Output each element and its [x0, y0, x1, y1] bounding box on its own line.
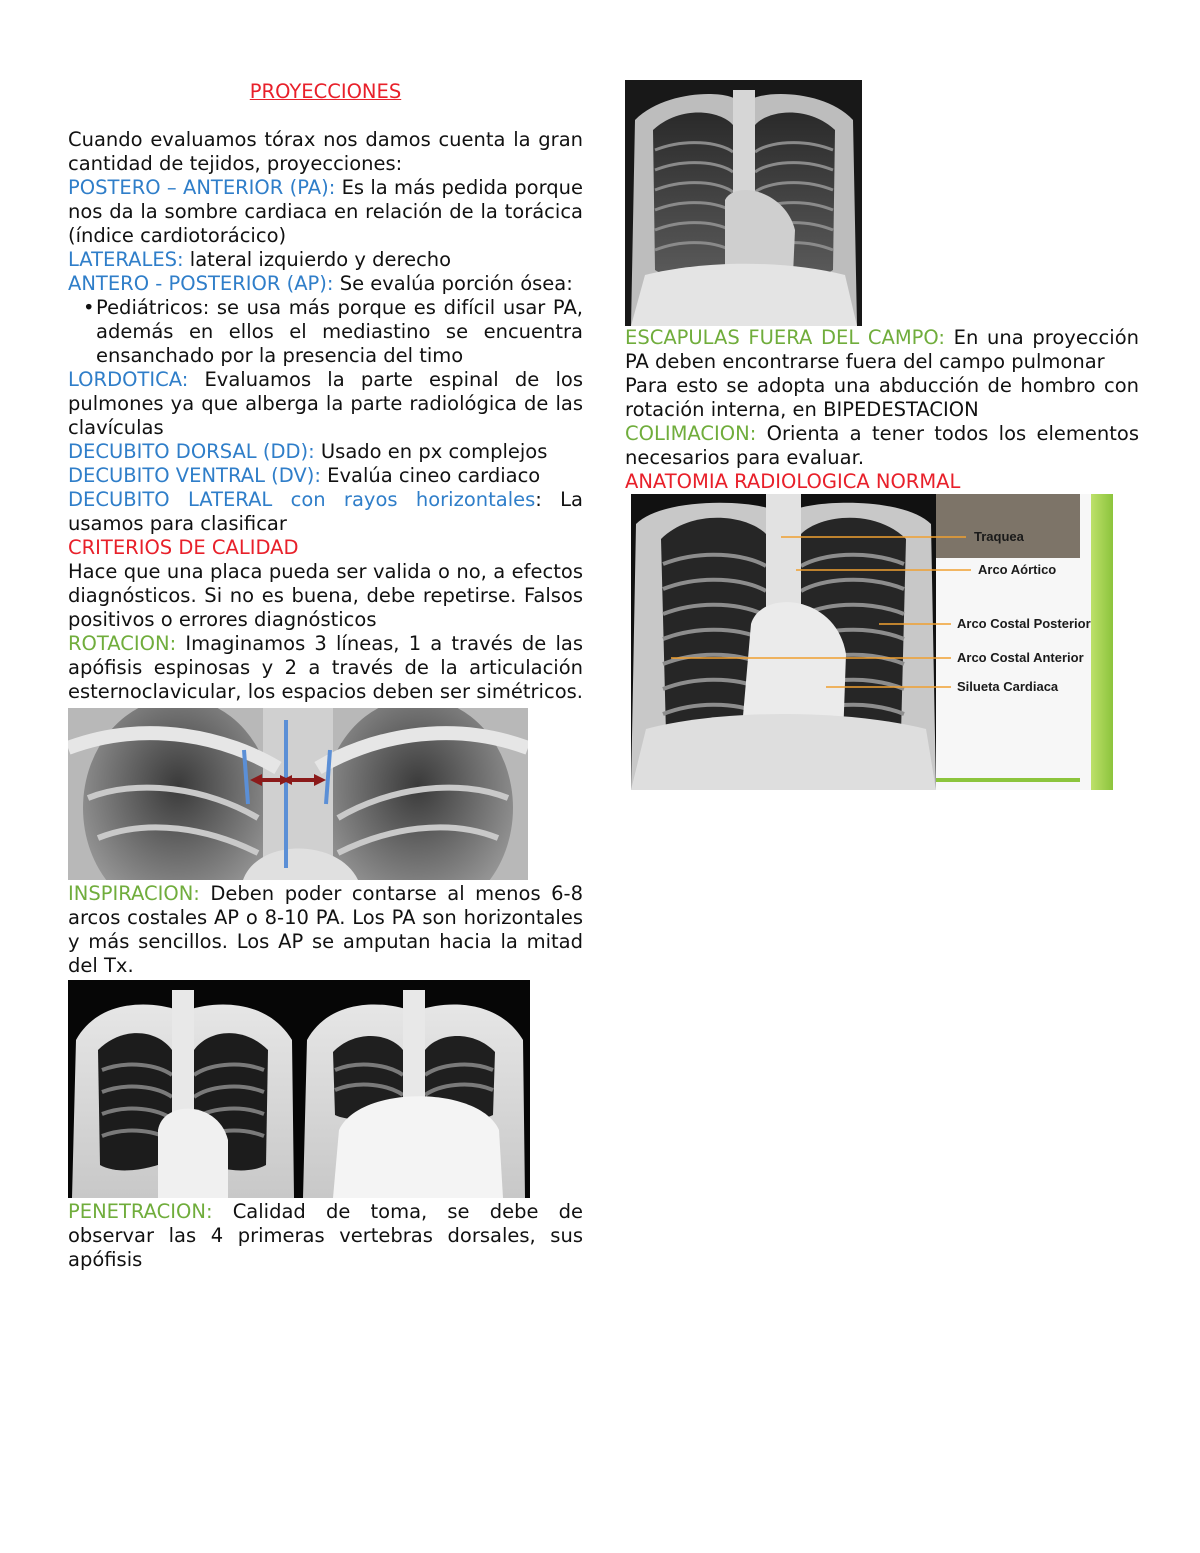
rotacion-term: ROTACION:: [68, 632, 177, 655]
ap-term: ANTERO - POSTERIOR (AP):: [68, 272, 334, 295]
inspiration-xray-left-svg: [68, 980, 299, 1198]
rotacion-paragraph: [68, 632, 583, 704]
dd-term: DECUBITO DORSAL (DD):: [68, 440, 315, 463]
penetracion-paragraph: [68, 1200, 583, 1272]
inspiracion-paragraph: [68, 882, 583, 978]
lordotica-term: LORDOTICA:: [68, 368, 189, 391]
pa-paragraph: [68, 176, 583, 248]
right-column: [625, 80, 1139, 790]
inspiration-xray-left: [68, 980, 299, 1198]
ap-bullet-list: [68, 296, 583, 368]
abduccion-paragraph: Para esto se adopta una abducción de hombro con rotación interna, en BIPEDESTACION: [625, 374, 1139, 421]
dl-text: : La usamos para clasificar: [68, 488, 583, 535]
inspiracion-term: INSPIRACION:: [68, 882, 200, 905]
inspiration-xray-pair: [68, 980, 530, 1198]
pa-chest-xray-image: [625, 80, 862, 326]
dv-term: DECUBITO VENTRAL (DV):: [68, 464, 321, 487]
rotation-xray-svg: [68, 708, 528, 880]
intro-paragraph: Cuando evaluamos tórax nos damos cuenta la gran cantidad de tejidos, proyecciones:: [68, 128, 583, 175]
page-title: PROYECCIONES: [249, 80, 402, 103]
dd-paragraph: [68, 440, 583, 464]
dv-text: Evalúa cineo cardiaco: [320, 464, 541, 487]
rotation-xray-image: [68, 708, 528, 880]
inspiracion-text: Deben poder contarse al menos 6-8 arcos costales AP o 8-10 PA. Los PA son horizontales y más sencillos. Los AP se amputan hacia la mitad del Tx.: [68, 882, 583, 977]
dl-paragraph: [68, 488, 583, 536]
laterales-term: LATERALES:: [68, 248, 184, 271]
laterales-paragraph: [68, 248, 583, 272]
inspiration-xray-right-svg: [299, 980, 530, 1198]
label-silueta-cardiaca: Silueta Cardiaca: [957, 679, 1059, 694]
criterios-heading: CRITERIOS DE CALIDAD: [68, 536, 299, 559]
pa-chest-xray-svg: [625, 80, 862, 326]
lordotica-text: Evaluamos la parte espinal de los pulmones ya que alberga la parte radiológica de las clavículas: [68, 368, 583, 439]
penetracion-text: Calidad de toma, se debe de observar las 4 primeras vertebras dorsales, sus apófisis: [68, 1200, 583, 1271]
lordotica-paragraph: [68, 368, 583, 440]
label-arco-aortico: Arco Aórtico: [978, 562, 1057, 577]
colimacion-text: Orienta a tener todos los elementos necesarios para evaluar.: [625, 422, 1139, 469]
escapulas-paragraph: [625, 326, 1139, 374]
penetracion-term: PENETRACION:: [68, 1200, 213, 1223]
left-column: [68, 80, 583, 1272]
rotacion-text: Imaginamos 3 líneas, 1 a través de las apófisis espinosas y 2 a través de la articulación esternoclavicular, los espacios deben ser simétricos.: [68, 632, 583, 703]
anatomy-xray-svg: [631, 494, 1113, 790]
laterales-text: lateral izquierdo y derecho: [183, 248, 452, 271]
label-arco-costal-posterior: Arco Costal Posterior: [957, 616, 1091, 631]
label-traquea: Traquea: [974, 529, 1024, 544]
ap-paragraph: [68, 272, 583, 296]
criterios-paragraph: Hace que una placa pueda ser valida o no, a efectos diagnósticos. Si no es buena, debe repetirse. Falsos positivos o errores diagnósticos: [68, 560, 583, 631]
ap-text: Se evalúa porción ósea:: [333, 272, 573, 295]
pa-text: Es la más pedida porque nos da la sombre cardiaca en relación de la torácica (índice cardiotorácico): [68, 176, 583, 247]
escapulas-term: ESCAPULAS FUERA DEL CAMPO:: [625, 326, 945, 349]
colimacion-term: COLIMACION:: [625, 422, 757, 445]
dv-paragraph: [68, 464, 583, 488]
list-item: • Pediátricos: se usa más porque es difícil usar PA, además en ellos el mediastino se encuentra ensanchado por la presencia del timo: [96, 296, 583, 368]
anatomia-heading: ANATOMIA RADIOLOGICA NORMAL: [625, 470, 961, 493]
label-arco-costal-anterior: Arco Costal Anterior: [957, 650, 1084, 665]
dd-text: Usado en px complejos: [314, 440, 548, 463]
colimacion-paragraph: [625, 422, 1139, 470]
inspiration-xray-right: [299, 980, 530, 1198]
escapulas-text: En una proyección PA deben encontrarse fuera del campo pulmonar: [625, 326, 1139, 373]
dl-term: DECUBITO LATERAL con rayos horizontales: [68, 488, 536, 511]
anatomy-xray-image: [631, 494, 1113, 790]
pa-term: POSTERO – ANTERIOR (PA):: [68, 176, 336, 199]
